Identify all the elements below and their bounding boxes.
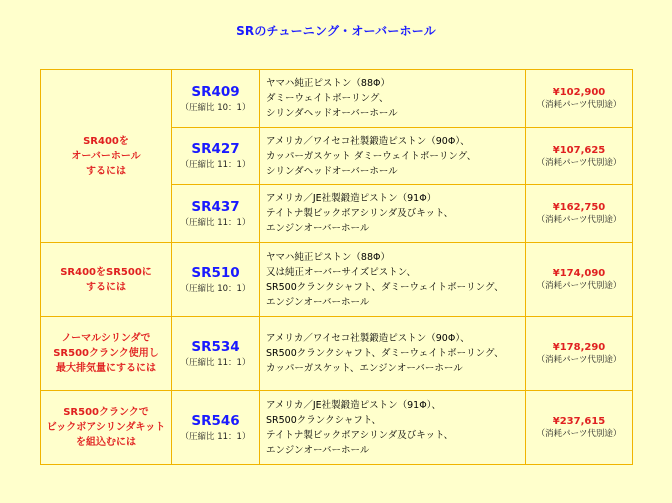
description-line: エンジンオーバーホール — [266, 444, 370, 456]
description-line: SR500クランクシャフト、ダミーウェイトボーリング、 — [266, 348, 504, 359]
group-label-line: SR400を — [83, 135, 129, 147]
model-cell — [172, 128, 260, 185]
price-note: （消耗パーツ代別途） — [536, 355, 622, 365]
description-line: カッパーガスケット ダミーウェイトボーリング、 — [266, 150, 477, 162]
price-note: （消耗パーツ代別途） — [536, 215, 622, 225]
price-value: ¥162,750 — [552, 202, 606, 213]
group-label — [41, 391, 172, 465]
table-row — [41, 70, 633, 128]
description-line: 又は純正オーバーサイズピストン、 — [266, 266, 417, 278]
description-cell — [260, 391, 526, 465]
compression-ratio: （圧縮比 11：1） — [180, 217, 251, 228]
price-note: （消耗パーツ代別途） — [536, 429, 622, 439]
description-line: アメリカ／ワイセコ社製鍛造ピストン（90Φ）、 — [266, 135, 470, 147]
description-line: アメリカ／JE社製鍛造ピストン（91Φ） — [266, 193, 437, 204]
price-value: ¥178,290 — [552, 342, 606, 353]
description-line: エンジンオーバーホール — [266, 296, 370, 308]
price-value: ¥237,615 — [552, 416, 606, 427]
table-row — [41, 317, 633, 391]
compression-ratio: （圧縮比 11：1） — [180, 431, 251, 442]
table-row — [41, 243, 633, 317]
group-label-line: SR500クランク使用し — [53, 348, 159, 359]
group-label — [41, 243, 172, 317]
description-cell — [260, 128, 526, 185]
description-line: アメリカ／JE社製鍛造ピストン（91Φ）、 — [266, 399, 441, 411]
description-line: テイトナ製ビックボアシリンダ及びキット、 — [266, 429, 454, 441]
price-note: （消耗パーツ代別途） — [536, 157, 622, 168]
model-name: SR510 — [191, 264, 240, 281]
page-title: SRのチューニング・オーバーホール — [236, 24, 436, 38]
model-cell — [172, 243, 260, 317]
group-label-line: するには — [86, 281, 126, 293]
compression-ratio: （圧縮比 11：1） — [180, 357, 251, 368]
price-cell — [526, 128, 633, 185]
description-line: ダミーウェイトボーリング、 — [266, 93, 389, 104]
model-name: SR437 — [191, 198, 240, 215]
price-cell — [526, 317, 633, 391]
group-label-line: ノーマルシリンダで — [61, 333, 151, 344]
group-label-line: SR500クランクで — [63, 407, 149, 418]
compression-ratio: （圧縮比 11：1） — [180, 160, 251, 170]
group-label-line: ビックボアシリンダキット — [46, 422, 166, 433]
price-value: ¥107,625 — [552, 144, 606, 156]
model-cell — [172, 70, 260, 128]
description-cell — [260, 70, 526, 128]
group-label-line: を組込むには — [76, 437, 136, 448]
model-name: SR427 — [191, 141, 240, 157]
model-cell — [172, 185, 260, 243]
description-cell — [260, 185, 526, 243]
group-label-line: オーバーホール — [71, 150, 141, 162]
description-line: シリンダヘッドオーバーホール — [266, 165, 398, 177]
description-line: テイトナ製ビックボアシリンダ及びキット、 — [266, 208, 454, 219]
model-name: SR546 — [191, 412, 240, 429]
description-line: カッパーガスケット、エンジンオーバーホール — [266, 363, 463, 374]
group-label — [41, 70, 172, 243]
description-line: SR500クランクシャフト、ダミーウェイトボーリング、 — [266, 281, 504, 293]
description-cell — [260, 243, 526, 317]
model-cell — [172, 317, 260, 391]
description-line: シリンダヘッドオーバーホール — [266, 108, 398, 119]
model-cell — [172, 391, 260, 465]
group-label-line: するには — [86, 165, 126, 177]
price-value: ¥102,900 — [552, 87, 606, 98]
compression-ratio: （圧縮比 10：1） — [180, 102, 251, 113]
compression-ratio: （圧縮比 10：1） — [180, 283, 251, 294]
group-label-line: SR400をSR500に — [60, 266, 152, 278]
tuning-table — [40, 69, 633, 465]
description-line: エンジンオーバーホール — [266, 223, 370, 234]
description-line: ヤマハ純正ピストン（88Φ） — [266, 251, 390, 263]
price-note: （消耗パーツ代別途） — [536, 281, 622, 291]
description-line: ヤマハ純正ピストン（88Φ） — [266, 78, 390, 89]
price-note: （消耗パーツ代別途） — [536, 100, 622, 110]
tuning-table-body — [41, 70, 633, 465]
model-name: SR409 — [191, 83, 240, 100]
price-cell — [526, 243, 633, 317]
price-value: ¥174,090 — [552, 268, 606, 279]
model-name: SR534 — [191, 338, 240, 355]
price-cell — [526, 185, 633, 243]
group-label — [41, 317, 172, 391]
price-cell — [526, 391, 633, 465]
group-label-line: 最大排気量にするには — [56, 363, 156, 374]
description-cell — [260, 317, 526, 391]
price-cell — [526, 70, 633, 128]
table-row — [41, 391, 633, 465]
description-line: SR500クランクシャフト、 — [266, 414, 382, 426]
description-line: アメリカ／ワイセコ社製鍛造ピストン（90Φ）、 — [266, 333, 470, 344]
